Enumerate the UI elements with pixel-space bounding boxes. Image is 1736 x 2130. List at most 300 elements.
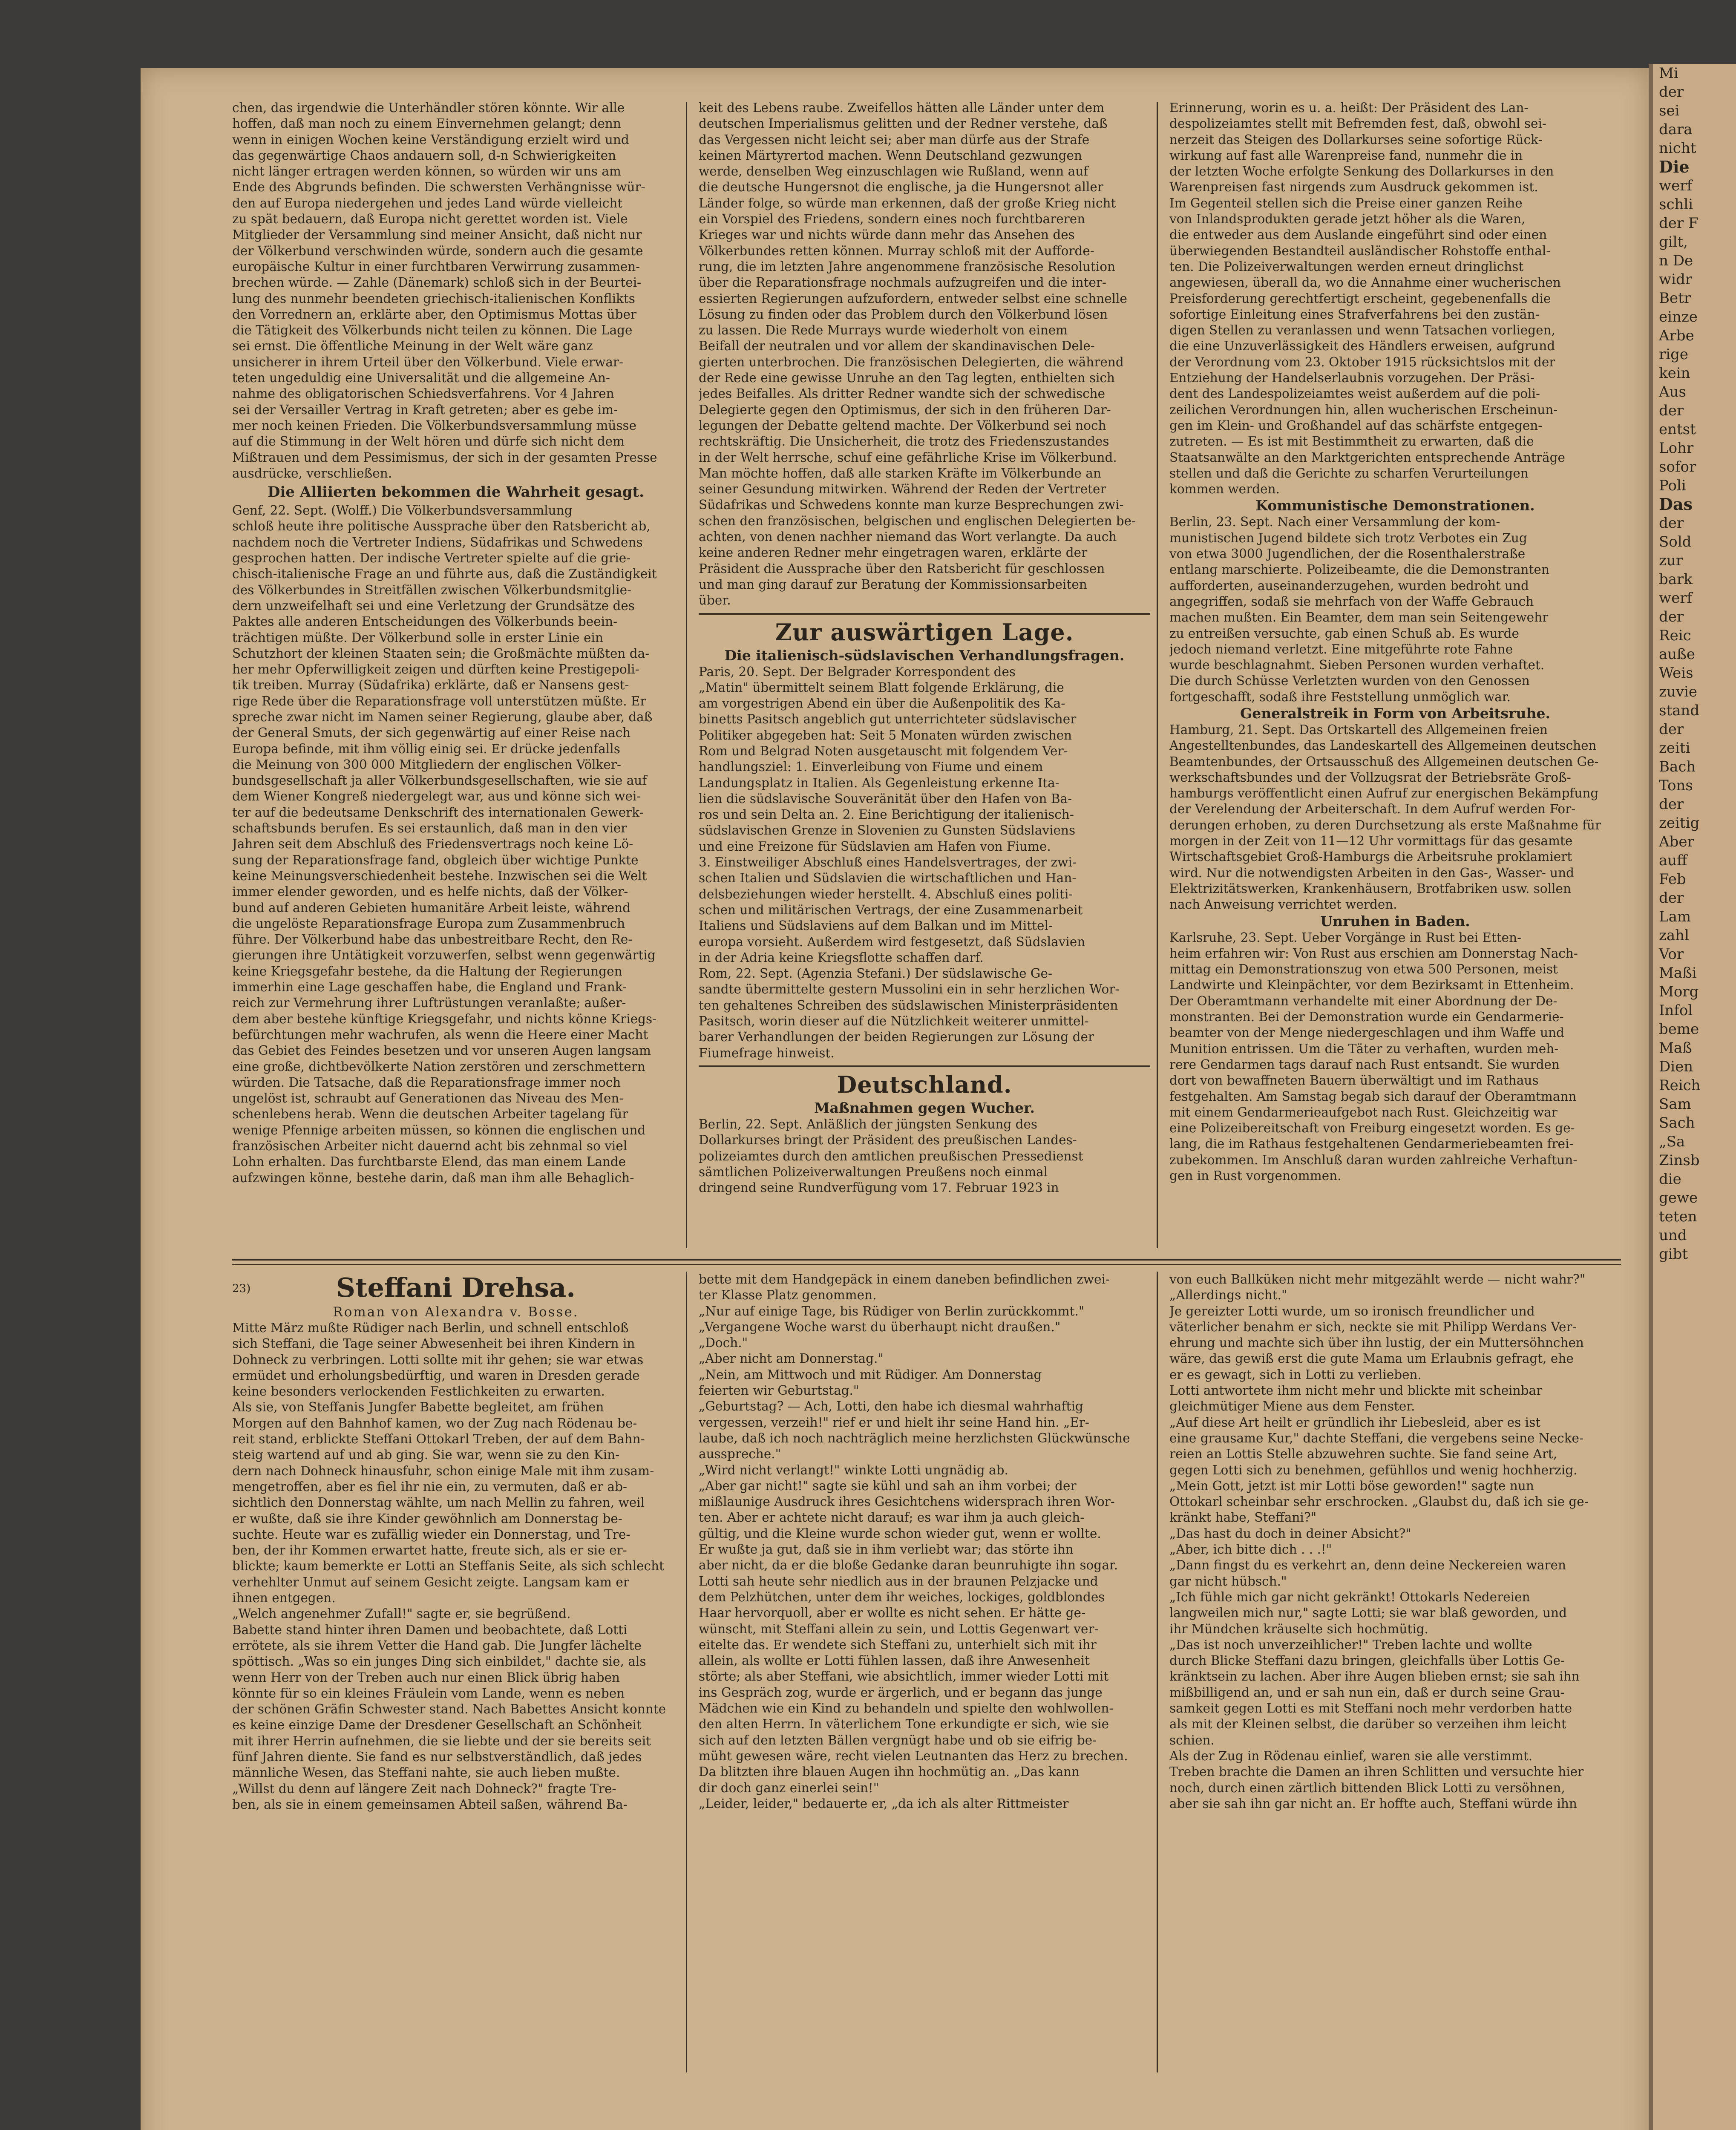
text-line: Paris, 20. Sept. Der Belgrader Korrespondent des [699,664,1016,679]
text-line: wünscht, mit Steffani allein zu sein, und Lottis Gegenwart ver- [699,1621,1099,1636]
article-text [232,503,679,1186]
text-line: der letzten Woche erfolgte Senkung des Dollarkurses in den [1169,164,1554,179]
article-text [699,1117,1150,1196]
article-text [699,664,1150,1061]
text-line: Morgen auf den Bahnhof kamen, wo der Zug nach Rödenau be- [232,1416,637,1431]
text-line: dir doch ganz einerlei sein!" [699,1780,879,1795]
text-line: digen Stellen zu veranlassen und wenn Tatsachen vorliegen, [1169,323,1555,338]
fragment-line: sofor [1659,458,1696,475]
text-line: hoffen, daß man noch zu einem Einvernehmen gelangt; denn [232,116,621,131]
text-line: befürchtungen mehr wachrufen, als wenn die Heere einer Macht [232,1027,648,1042]
text-line: die Meinung von 300 000 Mitgliedern der englischen Völker- [232,757,621,772]
text-line: männliche Wesen, das Steffani nahte, sie auch lieben mußte. [232,1765,620,1780]
article-heading: Generalstreik in Form von Arbeitsruhe. [1240,705,1550,722]
text-line: rechtskräftig. Die Unsicherheit, die trotz des Friedenszustandes [699,434,1109,449]
text-line: ten. Aber er achtete nicht darauf; es war ihm ja auch gleich- [699,1510,1085,1525]
right-page-lines [1653,64,1736,1264]
text-line: bette mit dem Handgepäck in einem daneben befindlichen zwei- [699,1272,1110,1287]
text-line: werde, denselben Weg einzuschlagen wie Rußland, wenn auf [699,164,1088,179]
text-line: gen in Rust vorgenommen. [1169,1169,1342,1183]
text-line: und eine Freizone für Südslavien am Hafen von Fiume. [699,839,1051,854]
fragment-line: und [1659,1227,1687,1244]
text-line: reich zur Vermehrung ihrer Luftrüstungen veranlaßte; außer- [232,996,626,1010]
text-line: chisch-italienische Frage an und führte aus, daß die Zuständigkeit [232,567,657,581]
fragment-line: „Sa [1659,1133,1685,1150]
text-line: essierten Regierungen aufzufordern, entweder selbst eine schnelle [699,291,1128,306]
fragment-line: zuvie [1659,683,1698,700]
text-line: des Völkerbundes in Streitfällen zwischen Völkerbundsmitglie- [232,582,632,597]
fragment-line: der [1659,721,1684,738]
text-line: nach Anweisung verrichtet werden. [1169,897,1397,912]
fragment-line: zeiti [1659,740,1690,757]
text-line: Haar hervorquoll, aber er wollte es nicht sehen. Er hätte ge- [699,1606,1086,1621]
text-line: lang, die im Rathaus festgehaltenen Gendarmeriebeamten frei- [1169,1137,1574,1151]
fragment-line: Morg [1659,983,1699,1000]
text-line: Babette stand hinter ihren Damen und beobachtete, daß Lotti [232,1622,628,1637]
column-rule [1157,1272,1158,2072]
text-line: „Matin" übermittelt seinem Blatt folgende Erklärung, die [699,680,1064,695]
fragment-line: Bach [1659,758,1696,775]
text-line: „Auf diese Art heilt er gründlich ihr Liebesleid, aber es ist [1169,1415,1541,1430]
text-line: her mehr Opferwilligkeit zeigen und dürften keine Prestigepoli- [232,662,639,677]
text-line: rere Gendarmen tags darauf nach Rust entsandt. Sie wurden [1169,1057,1560,1072]
text-line: den auf Europa niedergehen und jedes Land würde vielleicht [232,196,623,210]
text-line: munistischen Jugend bildete sich trotz Verbotes ein Zug [1169,530,1527,545]
fragment-line: Maß [1659,1039,1692,1056]
fragment-line: Sold [1659,533,1692,550]
text-line: Lösung zu finden oder das Problem durch den Völkerbund lösen [699,307,1108,322]
section-heading: Zur auswärtigen Lage. [775,618,1074,646]
novel-title: Steffani Drehsa. [336,1272,576,1303]
text-line: die entweder aus dem Auslande eingeführt sind oder einen [1169,227,1547,242]
text-line: „Das hast du doch in deiner Absicht?" [1169,1526,1411,1541]
text-line: laube, daß ich noch nachträglich meine herzlichsten Glückwünsche [699,1431,1130,1445]
right-page-fragment [1653,64,1736,2130]
text-line: ter Klasse Platz genommen. [699,1288,877,1303]
text-line: Rom, 22. Sept. (Agenzia Stefani.) Der südslawische Ge- [699,966,1052,981]
text-line: schen und militärischen Vertrags, der eine Zusammenarbeit [699,902,1083,917]
article-heading: Die Alliierten bekommen die Wahrheit gesagt. [268,484,644,501]
fragment-line: werf [1659,590,1693,607]
fragment-line: stand [1659,702,1700,719]
text-line: der Verelendung der Arbeiterschaft. In dem Aufruf werden For- [1169,802,1576,817]
text-line: dern unzweifelhaft sei und eine Verletzung der Grundsätze des [232,598,635,613]
text-line: „Doch." [699,1336,748,1350]
text-line: gar nicht hübsch." [1169,1574,1287,1589]
text-line: beamter von der Menge niedergeschlagen und ihm Waffe und [1169,1025,1564,1040]
text-line: trächtigen müßte. Der Völkerbund solle in erster Linie ein [232,630,603,645]
text-line: ros und sein Delta an. 2. Eine Berichtigung der italienisch- [699,807,1074,822]
text-line: keine besonders verlockenden Festlichkeiten zu erwarten. [232,1384,605,1399]
text-line: sämtlichen Polizeiverwaltungen Preußens noch einmal [699,1164,1048,1179]
text-line: „Wird nicht verlangt!" winkte Lotti ungnädig ab. [699,1462,1008,1477]
fragment-line: Aber [1659,833,1694,850]
fragment-line: bark [1659,571,1693,588]
text-line: Fiumefrage hinweist. [699,1045,835,1060]
text-line: es keine einzige Dame der Dresdener Gesellschaft an Schönheit [232,1718,642,1733]
text-line: sofortige Einleitung eines Strafverfahrens bei den zustän- [1169,307,1540,322]
text-line: Pasitsch, worin dieser auf die Nützlichkeit weiterer unmittel- [699,1014,1089,1029]
text-line: zutreten. — Es ist mit Bestimmtheit zu erwarten, daß die [1169,434,1534,449]
fragment-line: kein [1659,365,1690,382]
fragment-line: Arbe [1659,327,1694,344]
text-line: nicht länger ertragen werden können, so würden wir uns am [232,164,621,179]
text-line: schloß heute ihre politische Aussprache über den Ratsbericht ab, [232,519,651,534]
text-line: über. [699,593,731,608]
fragment-line: entst [1659,421,1696,438]
text-line: schaftsbunds berufen. Es sei erstaunlich, daß man in den vier [232,821,627,836]
text-line: der schönen Gräfin Schwester stand. Nach Babettes Ansicht konnte [232,1702,666,1717]
text-line: fünf Jahren diente. Sie fand es nur selbstverständlich, daß jedes [232,1750,642,1764]
text-line: ermüdet und erholungsbedürftig, und waren in Dresden gerade [232,1368,640,1383]
text-line: die ungelöste Reparationsfrage Europa zum Zusammenbruch [232,916,625,931]
text-line: Schutzhort der kleinen Staaten sein; die Großmächte müßten da- [232,646,650,661]
text-line: festgehalten. Am Samstag begab sich darauf der Oberamtmann [1169,1089,1577,1104]
text-line: sei ernst. Die öffentliche Meinung in der Welt wäre ganz [232,339,593,354]
fragment-line: schli [1659,196,1693,213]
text-line: müht gewesen wäre, recht vielen Leutnanten das Herz zu brechen. [699,1748,1128,1763]
article-text [1169,100,1621,497]
text-line: von etwa 3000 Jugendlichen, der die Rosenthalerstraße [1169,547,1526,561]
text-line: gen im Klein- und Großhandel auf das schärfste entgegen- [1169,418,1543,433]
text-line: achten, von denen nachher niemand das Wort verlangte. Da auch [699,530,1117,544]
text-line: zeilichen Verordnungen hin, allen wucherischen Erscheinun- [1169,402,1558,417]
fragment-line: Maßi [1659,964,1697,982]
text-line: störte; als aber Steffani, wie absichtlich, immer wieder Lotti mit [699,1669,1109,1684]
fragment-line: rige [1659,346,1689,363]
fragment-line: Lam [1659,908,1691,925]
column-rule [686,1272,687,2072]
article-text [1169,722,1621,913]
text-line: binetts Pasitsch angeblich gut unterrichteter südslavischer [699,712,1077,727]
text-line: sung der Reparationsfrage fand, obgleich über wichtige Punkte [232,852,639,867]
text-line: kränktsein zu lachen. Aber ihre Augen blieben ernst; sie sah ihn [1169,1669,1580,1684]
fragment-line: Aus [1659,383,1686,400]
text-line: Mitte März mußte Rüdiger nach Berlin, und schnell entschloß [232,1321,629,1335]
text-line: er wußte, daß sie ihre Kinder gewöhnlich am Donnerstag be- [232,1511,622,1526]
text-line: ten gehaltenes Schreiben des südslawischen Ministerpräsidenten [699,998,1118,1013]
text-line: als mit der Kleinen selbst, die darüber so verzeihen ihm leicht [1169,1717,1566,1732]
fragment-line: der [1659,608,1684,625]
fragment-line: beme [1659,1021,1699,1038]
text-line: Landwirte und Kleinpächter, vor dem Bezirksamt in Ettenheim. [1169,978,1574,993]
text-line: französischen Arbeiter nicht dauernd acht bis zehnmal so viel [232,1139,628,1153]
text-line: Mädchen wie ein Kind zu behandeln und spielte den wohlwollen- [699,1701,1114,1716]
text-line: „Ich fühle mich gar nicht gekränkt! Ottokarls Nedereien [1169,1589,1530,1604]
text-line: wird. Nur die notwendigsten Arbeiten in den Gas-, Wasser- und [1169,865,1575,880]
fragment-line: Reic [1659,627,1691,644]
text-line: Erinnerung, worin es u. a. heißt: Der Präsident des Lan- [1169,101,1529,115]
text-line: aufforderten, auseinanderzugehen, wurden bedroht und [1169,578,1529,593]
fragment-line: Poli [1659,477,1686,494]
text-line: könnte für so ein kleines Fräulein vom Lande, wenn es neben [232,1686,625,1701]
text-line: von Inlandsprodukten gerade jetzt höher als die Waren, [1169,212,1526,227]
text-line: zu entreißen versuchte, gab einen Schuß ab. Es wurde [1169,626,1519,641]
text-line: seiner Gesundung mitwirken. Während der Reden der Vertreter [699,482,1106,497]
text-line: despolizeiamtes stellt mit Befremden fest, daß, obwohl sei- [1169,116,1546,131]
text-line: Völkerbundes retten können. Murray schloß mit der Aufforde- [699,243,1094,258]
text-line: kommen werden. [1169,482,1280,497]
text-line: barer Verhandlungen der beiden Regierungen zur Lösung der [699,1030,1094,1045]
fragment-line: Betr [1659,290,1691,307]
text-line: „Allerdings nicht." [1169,1288,1287,1303]
text-line: mißlaunige Ausdruck ihres Gesichtchens widersprach ihren Wor- [699,1494,1115,1509]
text-line: entlang marschierte. Polizeibeamte, die die Demonstranten [1169,562,1549,577]
text-line: Lohn erhalten. Das furchtbarste Elend, das man einem Lande [232,1154,626,1169]
text-line: hamburgs veröffentlicht einen Aufruf zur energischen Bekämpfung [1169,786,1599,801]
text-line: nahme des obligatorischen Schiedsverfahrens. Vor 4 Jahren [232,386,614,401]
text-line: keinen Märtyrertod machen. Wenn Deutschland gezwungen [699,148,1082,163]
page-edge [1649,64,1653,2130]
text-line: sei der Versailler Vertrag in Kraft getreten; aber es gebe im- [232,402,618,417]
text-line: das Vergessen nicht leicht sei; aber man dürfe aus der Strafe [699,132,1090,147]
text-line: Munition entrissen. Um die Täter zu verhaften, wurden meh- [1169,1041,1559,1056]
text-line: aber sie sah ihn gar nicht an. Er hoffte auch, Steffani würde ihn [1169,1796,1577,1811]
article-column-2 [699,100,1150,1250]
text-line: Paktes alle anderen Entscheidungen des Völkerbunds beein- [232,614,618,629]
text-line: Mißtrauen und dem Pessimismus, der sich in der gesamten Presse [232,450,657,465]
fragment-line: auße [1659,646,1695,663]
text-line: auf die Stimmung in der Welt hören und dürfe sich nicht dem [232,434,625,449]
text-line: wäre, das gewiß erst die gute Mama um Erlaubnis gefragt, ehe [1169,1351,1574,1366]
text-line: Staatsanwälte an den Marktgerichten entsprechende Anträge [1169,450,1565,465]
novel-column-3 [1169,1272,1621,2072]
fragment-line: einze [1659,308,1698,325]
text-line: mißbilligend an, und er sah nun ein, daß er durch seine Grau- [1169,1685,1565,1700]
text-line: „Mein Gott, jetzt ist mir Lotti böse geworden!" sagte nun [1169,1478,1534,1493]
fragment-line: der [1659,83,1684,101]
text-line: wenn in einigen Wochen keine Verständigung erzielt wird und [232,132,629,147]
text-line: dem Pelzhütchen, unter dem ihr weiches, lockiges, goldblondes [699,1589,1105,1604]
text-line: „Welch angenehmer Zufall!" sagte er, sie begrüßend. [232,1606,571,1621]
text-line: Im Gegenteil stellen sich die Preise einer ganzen Reihe [1169,196,1523,210]
text-line: ausspreche." [699,1447,781,1462]
text-line: Landungsplatz in Italien. Als Gegenleistung erkenne Ita- [699,775,1059,790]
text-line: väterlicher benahm er sich, neckte sie mit Philipp Werdans Ver- [1169,1319,1577,1334]
text-line: nerzeit das Steigen des Dollarkurses seine sofortige Rück- [1169,132,1543,147]
text-line: Berlin, 23. Sept. Nach einer Versammlung der kom- [1169,515,1500,530]
text-line: stellen und daß die Gerichte zu scharfen Verurteilungen [1169,466,1529,481]
text-line: Karlsruhe, 23. Sept. Ueber Vorgänge in Rust bei Etten- [1169,930,1522,945]
text-line: sich auf den letzten Bällen vergnügt habe und ob sie eifrig be- [699,1733,1097,1747]
text-line: europa vorsieht. Außerdem wird festgesetzt, daß Südslavien [699,934,1085,949]
text-line: Lotti antwortete ihm nicht mehr und blickte mit scheinbar [1169,1383,1543,1398]
text-line: wurde beschlagnahmt. Sieben Personen wurden verhaftet. [1169,658,1545,673]
article-column-1 [232,100,679,1250]
text-line: allein, als wollte er Lotti fühlen lassen, daß ihre Anwesenheit [699,1653,1090,1668]
text-line: dem aber bestehe künftige Kriegsgefahr, und nichts könne Kriegs- [232,1011,657,1026]
text-line: bundsgesellschaft ja aller Völkerbundsgesellschaften, wie sie auf [232,773,647,788]
article-subheading: Maßnahmen gegen Wucher. [814,1099,1035,1116]
text-line: reien an Lottis Stelle abzuwehren suchte. Sie fand seine Art, [1169,1447,1558,1462]
text-line: Italiens und Südslaviens auf dem Balkan und im Mittel- [699,918,1053,933]
fragment-line: Weis [1659,665,1693,682]
text-line: Berlin, 22. Sept. Anläßlich der jüngsten Senkung des [699,1117,1038,1131]
text-line: morgen in der Zeit von 11—12 Uhr vormittags für das gesamte [1169,834,1573,849]
text-line: das gegenwärtige Chaos andauern soll, d-n Schwierigkeiten [232,148,616,163]
fragment-line: Vor [1659,946,1684,963]
text-line: reit stand, erblickte Steffani Ottokarl Treben, der auf dem Bahn- [232,1432,645,1447]
text-line: Je gereizter Lotti wurde, um so ironisch freundlicher und [1169,1304,1535,1318]
text-line: Da blitzten ihre blauen Augen ihn hochmütig an. „Das kann [699,1764,1080,1779]
text-line: „Das ist noch unverzeihlicher!" Treben lachte und wollte [1169,1637,1532,1652]
text-line: Als sie, von Steffanis Jungfer Babette begleitet, am frühen [232,1400,604,1415]
text-line: angewiesen, überall da, wo die Annahme einer wucherischen [1169,275,1561,290]
text-line: zu spät bedauern, daß Europa nicht gerettet worden ist. Viele [232,212,628,227]
article-heading: Unruhen in Baden. [1320,912,1470,930]
text-line: verhehlter Unmut auf seinem Gesicht zeigte. Langsam kam er [232,1574,629,1589]
fragment-line: Infol [1659,1002,1693,1019]
fragment-line: gewe [1659,1189,1698,1206]
text-line: deutschen Imperialismus gelitten und der Redner verstehe, daß [699,116,1108,131]
fragment-line: Das [1659,495,1693,514]
fragment-line: der [1659,515,1684,532]
section-rule [699,1065,1150,1067]
text-line: keine Kriegsgefahr bestehe, da die Haltung der Regierungen [232,964,622,979]
text-line: spreche zwar nicht im Namen seiner Regierung, glaube aber, daß [232,709,653,724]
text-line: den alten Herrn. In väterlichem Tone erkundigte er sich, wie sie [699,1717,1109,1732]
text-line: aufzwingen könne, bestehe darin, daß man ihm alle Behaglich- [232,1170,634,1185]
fragment-line: Sach [1659,1114,1695,1131]
text-line: jedes Beifalles. Als dritter Redner wandte sich der schwedische [699,386,1106,401]
fragment-line: der [1659,889,1684,907]
text-line: „Willst du denn auf längere Zeit nach Dohneck?" fragte Tre- [232,1781,616,1796]
fragment-line: Dien [1659,1058,1693,1075]
text-line: zubekommen. Im Anschluß daran wurden zahlreiche Verhaftun- [1169,1152,1578,1167]
article-text [1169,930,1621,1184]
text-line: „Vergangene Woche warst du überhaupt nicht draußen." [699,1319,1061,1334]
fragment-line: Die [1659,157,1690,176]
text-line: der General Smuts, der sich gegenwärtig auf einer Reise nach [232,725,631,740]
text-line: von euch Ballküken nicht mehr mitgezählt werde — nicht wahr?" [1169,1272,1586,1287]
text-line: mit einem Gendarmerieaufgebot nach Rust. Gleichzeitig war [1169,1105,1558,1120]
text-line: eine große, dichtbevölkerte Nation zerstören und zerschmettern [232,1059,645,1074]
article-text [699,100,1150,609]
text-line: immer elender geworden, und es helfe nichts, daß der Völker- [232,884,628,899]
text-line: in der Adria keine Kriegsflotte schaffen darf. [699,950,984,965]
text-line: Er wußte ja gut, daß sie in ihm verliebt war; das störte ihn [699,1542,1074,1557]
fragment-line: zur [1659,552,1683,569]
text-line: wenige Pfennige arbeiten müssen, so können die englischen und [232,1123,646,1137]
text-line: würden. Die Tatsache, daß die Reparationsfrage immer noch [232,1075,621,1090]
article-subheading: Die italienisch-südslavischen Verhandlungsfragen. [724,647,1125,664]
text-line: gesprochen hatten. Der indische Vertreter spielte auf die grie- [232,551,631,566]
text-line: jedoch niemand verletzt. Eine mitgeführte rote Fahne [1169,642,1513,656]
text-line: machen mußten. Ein Beamter, dem man sein Seitengewehr [1169,610,1549,625]
column-rule [1157,102,1158,1248]
text-line: kränkt habe, Steffani?" [1169,1510,1317,1525]
text-line: Treben brachte die Damen an ihren Schlitten und versuchte hier [1169,1764,1584,1779]
text-line: Jahren seit dem Abschluß des Friedensvertrags noch keine Lö- [232,837,633,852]
text-line: eine grausame Kur," dachte Steffani, die vergebens seine Necke- [1169,1431,1583,1445]
text-line: brechen würde. — Zahle (Dänemark) schloß sich in der Beurtei- [232,275,642,290]
text-line: „Dann fingst du es verkehrt an, denn deine Neckereien waren [1169,1558,1566,1573]
text-line: keine anderen Redner mehr eingetragen waren, erklärte der [699,545,1088,560]
text-line: gültig, und die Kleine wurde schon wieder gut, wenn er wollte. [699,1526,1101,1541]
text-line: der Verordnung vom 23. Oktober 1915 rücksichtslos mit der [1169,354,1555,369]
text-line: Rom und Belgrad Noten ausgetauscht mit folgendem Ver- [699,743,1068,758]
novel-column-2 [699,1272,1150,2072]
fragment-line: Mi [1659,65,1678,82]
text-line: der Rede eine gewisse Unruhe an den Tag legten, enthielten sich [699,371,1115,386]
text-line: monstranten. Bei der Demonstration wurde ein Gendarmerie- [1169,1010,1564,1025]
section-rule [699,613,1150,615]
text-line: Man möchte hoffen, daß alle starken Kräfte im Völkerbunde an [699,466,1101,481]
text-line: wirkung auf fast alle Warenpreise fand, nunmehr die in [1169,148,1523,163]
fragment-line: werf [1659,177,1693,194]
text-line: schen den französischen, belgischen und englischen Delegierten be- [699,513,1136,528]
text-line: Warenpreisen fast nirgends zum Ausdruck gekommen ist. [1169,180,1538,195]
text-line: ehrung und machte sich über ihn lustig, der ein Muttersöhnchen [1169,1336,1584,1350]
text-line: spöttisch. „Was so ein junges Ding sich einbildet," dachte sie, als [232,1654,646,1669]
text-line: eitelte das. Er wendete sich Steffani zu, unterhielt sich mit ihr [699,1637,1097,1652]
text-line: errötete, als sie ihrem Vetter die Hand gab. Die Jungfer lächelte [232,1638,642,1653]
text-line: schien. [1169,1733,1215,1747]
fragment-line: Tons [1659,777,1693,794]
text-line: dem Wiener Kongreß niedergelegt war, aus und könne sich wei- [232,789,641,804]
text-line: in der Welt herrsche, schuf eine gefährliche Krise im Völkerbund. [699,450,1117,465]
column-rule [686,102,687,1248]
text-line: er es gewagt, sich in Lotti zu verlieben. [1169,1367,1422,1382]
text-line: mit ihrer Herrin aufnehmen, die sie liebte und der sie bereits seit [232,1733,651,1748]
text-line: handlungsziel: 1. Einverleibung von Fiume und einem [699,760,1043,774]
text-line: steig wartend auf und ab ging. Sie war, wenn sie zu den Kin- [232,1448,620,1462]
text-line: Genf, 22. Sept. (Wolff.) Die Völkerbundsversammlung [232,503,573,518]
text-line: gegen Lotti sich zu benehmen, gefühllos und wenig hochherzig. [1169,1462,1578,1477]
text-line: Europa befinde, mit ihm völlig einig sei. Er drücke jedenfalls [232,741,620,756]
text-line: Südafrikas und Schwedens konnte man kurze Besprechungen zwi- [699,498,1124,512]
novel-text [232,1320,679,1813]
text-line: rung, die im letzten Jahre angenommene französische Resolution [699,259,1115,274]
text-line: Angestelltenbundes, das Landeskartell des Allgemeinen deutschen [1169,738,1597,753]
text-line: tik treiben. Murray (Südafrika) erklärte, daß er Nansens gest- [232,678,629,693]
text-line: 3. Einstweiliger Abschluß eines Handelsvertrages, der zwi- [699,855,1077,870]
text-line: die Tätigkeit des Völkerbunds nicht teilen zu können. Die Lage [232,323,633,338]
text-line: gleichmütiger Miene aus dem Fenster. [1169,1399,1415,1414]
text-line: keine Meinungsverschiedenheit bestehe. Inzwischen sei die Welt [232,868,647,883]
text-line: über die Reparationsfrage nochmals aufzugreifen und die inter- [699,275,1107,290]
fragment-line: Reich [1659,1077,1701,1094]
text-line: ungelöst ist, schraubt auf Generationen das Niveau des Men- [232,1091,624,1106]
section-heading: Deutschland. [837,1071,1012,1098]
text-line: schenlebens herab. Wenn die deutschen Arbeiter tagelang für [232,1107,628,1122]
text-line: südslavischen Grenze in Slovenien zu Gunsten Südslaviens [699,823,1076,838]
fragment-line: sei [1659,102,1680,119]
article-column-3 [1169,100,1621,1250]
novel-text [699,1272,1150,1812]
text-line: führe. Der Völkerbund habe das unbestreitbare Recht, den Re- [232,932,633,947]
text-line: ihnen entgegen. [232,1591,336,1606]
text-line: überwiegenden Bestandteil ausländischer Rohstoffe enthal- [1169,243,1551,258]
text-line: unsicherer in ihrem Urteil über den Völkerbund. Viele erwar- [232,354,623,369]
text-line: vergessen, verzeih!" rief er und hielt ihr seine Hand hin. „Er- [699,1415,1089,1430]
fragment-line: der [1659,796,1684,813]
text-line: „Nur auf einige Tage, bis Rüdiger von Berlin zurückkommt." [699,1304,1085,1318]
text-line: Wirtschaftsgebiet Groß-Hamburgs die Arbeitsruhe proklamiert [1169,849,1572,864]
feuilleton-rule [232,1259,1621,1261]
text-line: dern nach Dohneck hinausfuhr, schon einige Male mit ihm zusam- [232,1463,654,1478]
text-line: „Aber, ich bitte dich . . .!" [1169,1542,1332,1557]
novel-column-1 [232,1272,679,2072]
text-line: keit des Lebens raube. Zweifellos hätten alle Länder unter dem [699,101,1105,115]
text-line: mer noch keinen Frieden. Die Völkerbundsversammlung müsse [232,418,637,433]
fragment-line: Lohr [1659,440,1694,457]
fragment-line: dara [1659,121,1693,138]
text-line: Delegierte gegen den Optimismus, der sich in den früheren Dar- [699,402,1111,417]
text-line: „Leider, leider," bedauerte er, „da ich als alter Rittmeister [699,1796,1069,1811]
text-line: mengetroffen, aber es fiel ihr nie ein, zu vermuten, daß er ab- [232,1479,627,1494]
text-line: Politiker abgegeben hat: Seit 5 Monaten würden zwischen [699,728,1072,743]
